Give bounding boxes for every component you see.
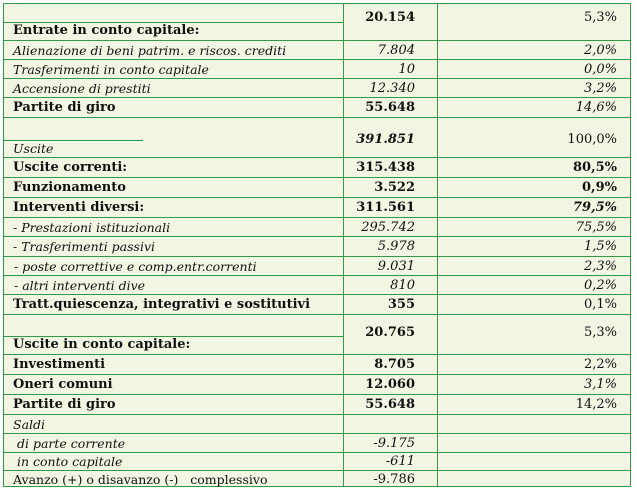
- row-value: 315.438: [356, 160, 415, 175]
- row-label: Avanzo (+) o disavanzo (-) complessivo: [13, 472, 268, 487]
- row-label: Investimenti: [13, 357, 106, 372]
- row-percent: 100,0%: [567, 132, 617, 147]
- row-label: - poste correttive e comp.entr.correnti: [14, 258, 257, 274]
- row-percent: 14,6%: [575, 100, 617, 115]
- row-value: 810: [390, 277, 415, 293]
- row-value: 20.154: [365, 10, 415, 25]
- row-value: 5.978: [377, 239, 415, 254]
- row-label: - Prestazioni istituzionali: [13, 219, 171, 235]
- table-row: [4, 198, 630, 218]
- row-label: in conto capitale: [17, 454, 123, 469]
- row-value: 20.765: [365, 325, 415, 340]
- row-value: 7.804: [377, 42, 415, 58]
- row-label: Alienazione di beni patrim. e riscos. crediti: [13, 42, 287, 58]
- table-row: [4, 60, 630, 79]
- table-row: [4, 237, 630, 257]
- row-percent: 80,5%: [572, 160, 617, 175]
- row-percent: 5,3%: [583, 10, 617, 25]
- row-value: 10: [398, 61, 415, 77]
- table-row: [4, 315, 630, 355]
- table-row: [4, 79, 630, 98]
- row-value: 391.851: [356, 132, 415, 147]
- row-percent: [437, 453, 631, 470]
- row-value: 8.705: [374, 357, 415, 372]
- row-percent: 2,3%: [583, 258, 617, 274]
- row-label: Partite di giro: [13, 397, 116, 412]
- row-value: 12.340: [369, 80, 415, 96]
- row-percent: 5,3%: [583, 325, 617, 340]
- table-row: [4, 41, 630, 60]
- row-label: Interventi diversi:: [13, 200, 145, 215]
- row-label: Saldi: [13, 416, 46, 432]
- row-value: -9.175: [373, 435, 415, 451]
- row-value: 55.648: [365, 100, 415, 115]
- table-row: [4, 295, 630, 315]
- row-percent: 79,5%: [572, 200, 617, 215]
- table-row: [4, 355, 630, 375]
- table-row: [4, 218, 630, 237]
- row-percent: [437, 471, 631, 488]
- row-label: Uscite: [13, 141, 54, 156]
- table-row: [4, 257, 630, 276]
- table-row: [4, 98, 630, 118]
- table-row: [4, 276, 630, 295]
- row-percent: 3,2%: [583, 80, 617, 96]
- table-row: [4, 415, 630, 434]
- row-label: Entrate in conto capitale:: [13, 23, 200, 38]
- row-percent: [437, 434, 631, 452]
- table-row: [4, 178, 630, 198]
- row-label: Tratt.quiescenza, integrativi e sostitutivi: [13, 297, 311, 312]
- row-percent: 0,0%: [583, 61, 617, 77]
- row-percent: 2,0%: [583, 42, 617, 58]
- row-percent: 14,2%: [575, 397, 617, 412]
- row-percent: 2,2%: [583, 357, 617, 372]
- row-percent: 75,5%: [575, 219, 617, 235]
- row-percent: 0,1%: [583, 297, 617, 312]
- row-value: 355: [387, 297, 415, 312]
- budget-table: [3, 3, 631, 487]
- table-row: [4, 471, 630, 488]
- row-percent: 0,2%: [583, 277, 617, 293]
- row-value: 311.561: [356, 200, 415, 215]
- table-row: [4, 434, 630, 453]
- row-percent: 0,9%: [582, 180, 617, 195]
- row-label: - altri interventi dive: [14, 277, 146, 293]
- row-value: 9.031: [377, 258, 415, 274]
- row-value: -611: [385, 454, 415, 469]
- row-label: Trasferimenti in conto capitale: [13, 61, 209, 77]
- row-label: di parte corrente: [17, 435, 126, 451]
- row-value: 12.060: [365, 377, 415, 392]
- row-label: Oneri comuni: [13, 377, 113, 392]
- table-row: [4, 375, 630, 395]
- row-label: Partite di giro: [13, 100, 116, 115]
- row-label: Accensione di prestiti: [13, 80, 151, 96]
- row-label: Funzionamento: [13, 180, 126, 195]
- table-row: [4, 4, 630, 41]
- row-label: - Trasferimenti passivi: [13, 239, 156, 254]
- table-row: [4, 453, 630, 471]
- row-value: -9.786: [373, 472, 415, 487]
- row-label: Uscite correnti:: [13, 160, 128, 175]
- table-row: [4, 395, 630, 415]
- row-value: [343, 415, 415, 433]
- table-row: [4, 118, 630, 158]
- row-value: 295.742: [361, 219, 415, 235]
- row-value: 3.522: [374, 180, 415, 195]
- row-label: Uscite in conto capitale:: [13, 337, 191, 352]
- row-percent: [437, 415, 631, 433]
- row-percent: 1,5%: [583, 239, 617, 254]
- row-percent: 3,1%: [583, 377, 617, 392]
- row-value: 55.648: [365, 397, 415, 412]
- table-row: [4, 158, 630, 178]
